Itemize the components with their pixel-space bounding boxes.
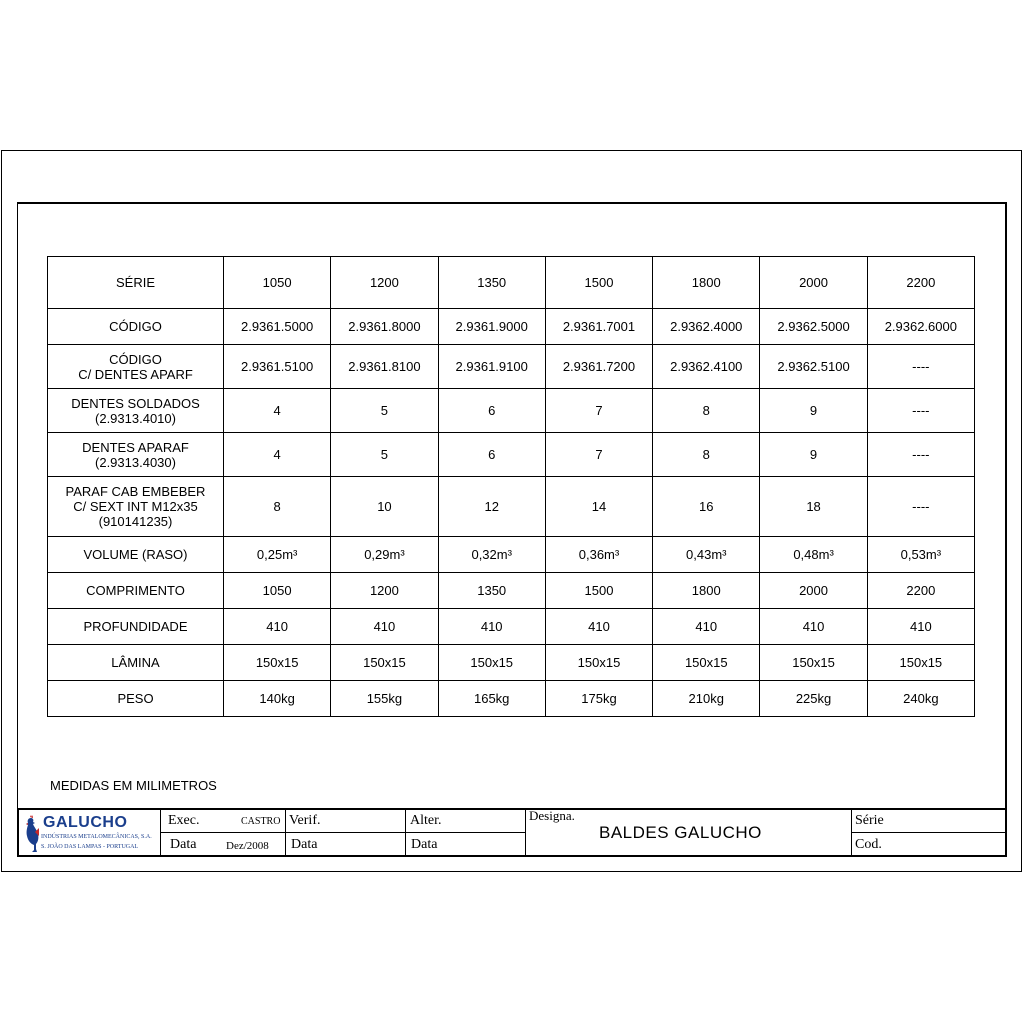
table-cell: 2.9362.5000 xyxy=(760,309,867,345)
verif-label: Verif. xyxy=(289,813,321,828)
table-row xyxy=(48,609,975,645)
table-cell: 7 xyxy=(545,433,652,477)
table-cell: 9 xyxy=(760,433,867,477)
table-cell: 5 xyxy=(331,433,438,477)
table-cell: 2000 xyxy=(760,573,867,609)
table-row xyxy=(48,257,975,309)
row-label: CÓDIGO C/ DENTES APARF xyxy=(48,345,224,389)
table-cell: 410 xyxy=(438,609,545,645)
table-cell: 155kg xyxy=(331,681,438,717)
alter-label: Alter. xyxy=(410,813,442,828)
table-cell: 1500 xyxy=(545,573,652,609)
specification-table xyxy=(47,256,975,717)
table-row xyxy=(48,477,975,537)
table-row xyxy=(48,433,975,477)
table-cell: 0,53m³ xyxy=(867,537,974,573)
table-cell: 0,43m³ xyxy=(653,537,760,573)
table-cell: 1350 xyxy=(438,573,545,609)
row-label: LÂMINA xyxy=(48,645,224,681)
table-cell: 2.9361.7001 xyxy=(545,309,652,345)
table-cell: 6 xyxy=(438,389,545,433)
table-cell: 2.9361.7200 xyxy=(545,345,652,389)
table-cell: 8 xyxy=(224,477,331,537)
units-note: MEDIDAS EM MILIMETROS xyxy=(50,778,217,793)
table-cell: 175kg xyxy=(545,681,652,717)
table-cell: 410 xyxy=(545,609,652,645)
row-label: PARAF CAB EMBEBER C/ SEXT INT M12x35 (910141235) xyxy=(48,477,224,537)
row-label: PESO xyxy=(48,681,224,717)
table-cell: 1050 xyxy=(224,257,331,309)
table-cell: 0,32m³ xyxy=(438,537,545,573)
table-cell: 2.9362.5100 xyxy=(760,345,867,389)
table-cell: 150x15 xyxy=(760,645,867,681)
table-cell: 150x15 xyxy=(653,645,760,681)
table-cell: 150x15 xyxy=(331,645,438,681)
table-cell: 210kg xyxy=(653,681,760,717)
serie-label: Série xyxy=(855,813,884,828)
table-cell: 1800 xyxy=(653,257,760,309)
designation-label: Designa. xyxy=(529,808,575,823)
table-cell: 10 xyxy=(331,477,438,537)
table-cell: 410 xyxy=(331,609,438,645)
row-label: COMPRIMENTO xyxy=(48,573,224,609)
table-row xyxy=(48,573,975,609)
exec-label: Exec. xyxy=(168,813,200,828)
row-label: VOLUME (RASO) xyxy=(48,537,224,573)
table-row xyxy=(48,309,975,345)
table-cell: 0,48m³ xyxy=(760,537,867,573)
table-cell: 410 xyxy=(867,609,974,645)
table-cell: 410 xyxy=(224,609,331,645)
table-cell: 8 xyxy=(653,433,760,477)
table-cell: 2200 xyxy=(867,257,974,309)
drawing-title: BALDES GALUCHO xyxy=(599,823,762,842)
row-label: CÓDIGO xyxy=(48,309,224,345)
company-logo-text: GALUCHO xyxy=(43,814,128,831)
verif-date-label: Data xyxy=(291,837,318,852)
table-cell: 8 xyxy=(653,389,760,433)
table-cell: 14 xyxy=(545,477,652,537)
table-cell: 6 xyxy=(438,433,545,477)
table-cell: 2.9361.9000 xyxy=(438,309,545,345)
table-cell: 2.9362.4000 xyxy=(653,309,760,345)
table-cell: 2.9361.9100 xyxy=(438,345,545,389)
table-row xyxy=(48,345,975,389)
table-cell: ---- xyxy=(867,477,974,537)
date-label: Data xyxy=(170,837,197,852)
table-cell: 150x15 xyxy=(867,645,974,681)
table-cell: 165kg xyxy=(438,681,545,717)
table-cell: 16 xyxy=(653,477,760,537)
table-cell: 140kg xyxy=(224,681,331,717)
table-cell: 2.9362.6000 xyxy=(867,309,974,345)
row-label: PROFUNDIDADE xyxy=(48,609,224,645)
row-label: SÉRIE xyxy=(48,257,224,309)
date-value: Dez/2008 xyxy=(226,840,269,852)
table-cell: 1200 xyxy=(331,257,438,309)
table-cell: 9 xyxy=(760,389,867,433)
table-cell: ---- xyxy=(867,433,974,477)
table-cell: 2200 xyxy=(867,573,974,609)
table-cell: 12 xyxy=(438,477,545,537)
table-row xyxy=(48,681,975,717)
table-cell: 1350 xyxy=(438,257,545,309)
table-cell: 150x15 xyxy=(545,645,652,681)
table-cell: ---- xyxy=(867,389,974,433)
table-cell: 2.9361.8100 xyxy=(331,345,438,389)
table-cell: 2.9361.5000 xyxy=(224,309,331,345)
row-label: DENTES APARAF (2.9313.4030) xyxy=(48,433,224,477)
table-row xyxy=(48,537,975,573)
table-cell: 240kg xyxy=(867,681,974,717)
table-cell: 2000 xyxy=(760,257,867,309)
table-cell: 4 xyxy=(224,389,331,433)
table-row xyxy=(48,645,975,681)
table-cell: 7 xyxy=(545,389,652,433)
code-label: Cod. xyxy=(855,837,882,852)
company-location: S. JOÃO DAS LAMPAS - PORTUGAL xyxy=(41,844,139,850)
table-cell: 2.9362.4100 xyxy=(653,345,760,389)
table-cell: 18 xyxy=(760,477,867,537)
table-cell: 2.9361.5100 xyxy=(224,345,331,389)
table-cell: 4 xyxy=(224,433,331,477)
rooster-logo-icon xyxy=(22,814,40,854)
table-cell: 1050 xyxy=(224,573,331,609)
table-cell: 1500 xyxy=(545,257,652,309)
row-label: DENTES SOLDADOS (2.9313.4010) xyxy=(48,389,224,433)
table-cell: 150x15 xyxy=(224,645,331,681)
alter-date-label: Data xyxy=(411,837,438,852)
table-cell: 410 xyxy=(760,609,867,645)
exec-value: CASTRO xyxy=(241,816,281,827)
table-cell: 0,29m³ xyxy=(331,537,438,573)
table-cell: ---- xyxy=(867,345,974,389)
table-row xyxy=(48,389,975,433)
table-cell: 0,25m³ xyxy=(224,537,331,573)
company-subtitle: INDÚSTRIAS METALOMECÂNICAS, S.A. xyxy=(41,834,152,840)
table-cell: 1800 xyxy=(653,573,760,609)
table-cell: 2.9361.8000 xyxy=(331,309,438,345)
table-cell: 225kg xyxy=(760,681,867,717)
title-block xyxy=(17,808,1007,857)
table-cell: 150x15 xyxy=(438,645,545,681)
table-cell: 5 xyxy=(331,389,438,433)
table-cell: 410 xyxy=(653,609,760,645)
table-cell: 1200 xyxy=(331,573,438,609)
table-cell: 0,36m³ xyxy=(545,537,652,573)
